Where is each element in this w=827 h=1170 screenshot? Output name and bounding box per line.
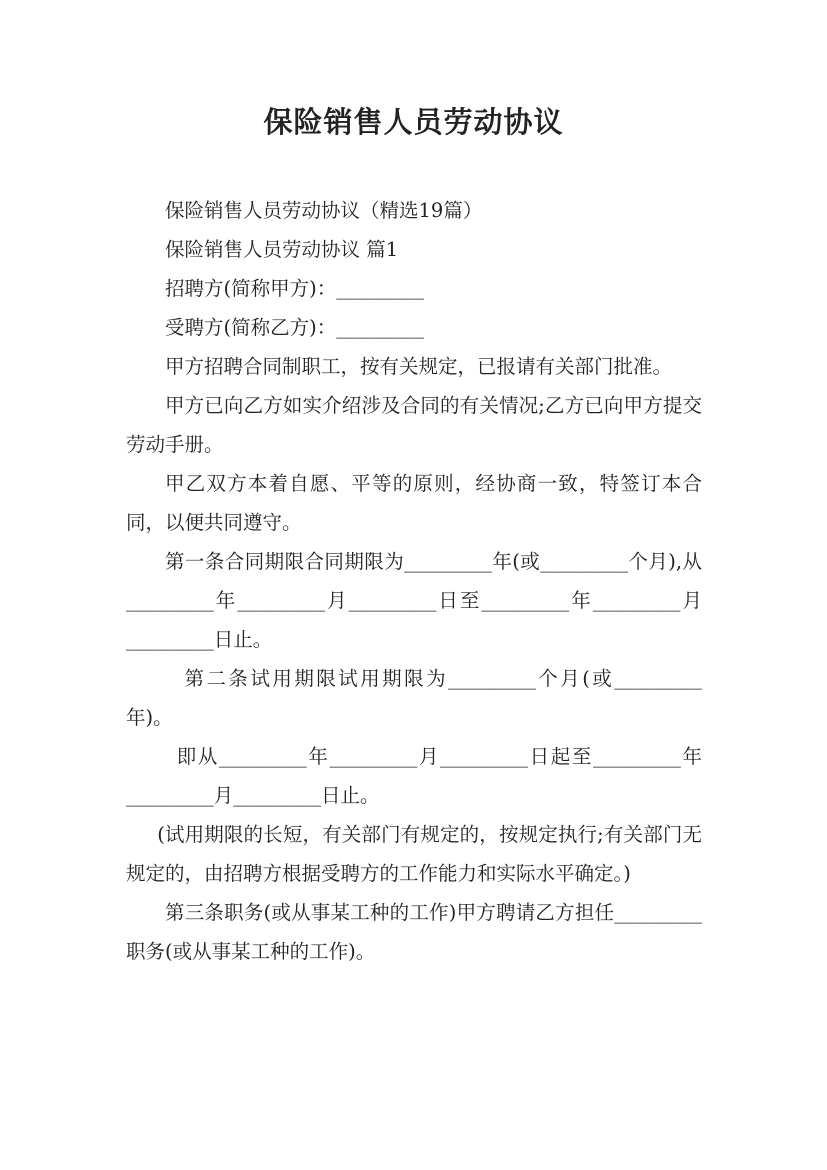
employee-line: 受聘方(简称乙方)：_________ <box>165 316 424 339</box>
disclosure-paragraph: 甲方已向乙方如实介绍涉及合同的有关情况;乙方已向甲方提交劳动手册。 <box>126 394 702 456</box>
employer-line: 招聘方(简称甲方)：_________ <box>165 277 424 300</box>
document-title: 保险销售人员劳动协议 <box>263 105 564 139</box>
agreement-paragraph: 甲乙双方本着自愿、平等的原则，经协商一致，特签订本合同，以便共同遵守。 <box>126 472 702 534</box>
article-2-probation: 第二条试用期限试用期限为_________个月(或_________年)。 <box>126 667 702 729</box>
probation-note: (试用期限的长短，有关部门有规定的，按规定执行;有关部门无规定的，由招聘方根据受聘方的工作能力和实际水平确定。) <box>126 823 702 885</box>
article-1-term: 第一条合同期限合同期限为_________年(或_________个月),从_________年_________月_________日至_________年_________月_________日止。 <box>126 550 702 651</box>
subtitle-paragraph: 保险销售人员劳动协议（精选19篇） <box>165 199 483 222</box>
approval-paragraph: 甲方招聘合同制职工，按有关规定，已报请有关部门批准。 <box>165 355 673 378</box>
document-body <box>126 191 702 971</box>
probation-period-dates: 即从_________年_________月_________日起至_________年_________月_________日止。 <box>126 745 702 807</box>
section-heading: 保险销售人员劳动协议 篇1 <box>165 238 399 261</box>
article-3-position: 第三条职务(或从事某工种的工作)甲方聘请乙方担任_________职务(或从事某工种的工作)。 <box>126 901 702 963</box>
